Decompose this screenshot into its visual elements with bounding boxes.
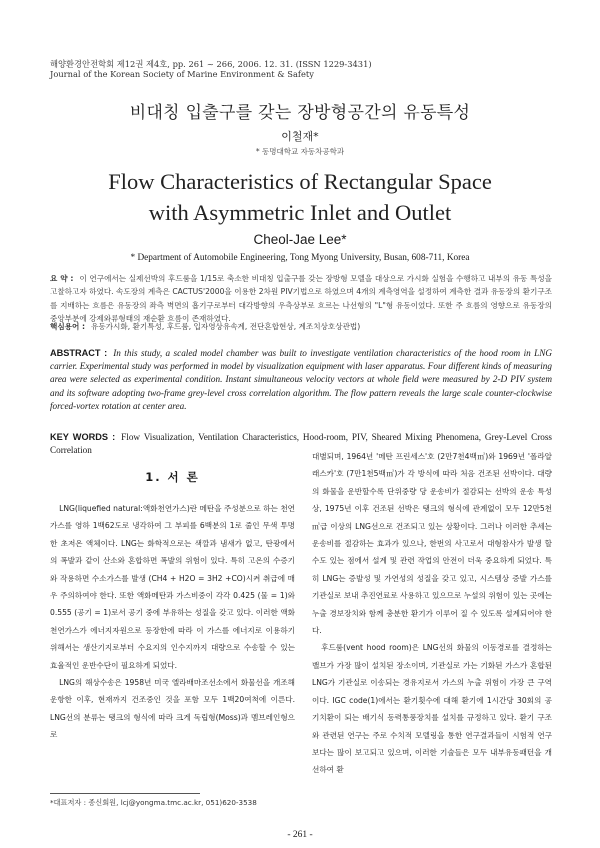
abstract-english: [50, 347, 552, 413]
abstract-english-label: ABSTRACT :: [50, 348, 108, 358]
keywords-english-label: KEY WORDS :: [50, 432, 116, 442]
keywords-korean: [50, 320, 552, 333]
abstract-korean: [50, 272, 552, 325]
page-number: - 261 -: [287, 830, 313, 840]
journal-header-line-1: 해양환경안전학회 제12권 제4호, pp. 261 ~ 266, 2006. 12. 31. (ISSN 1229-3431): [50, 59, 372, 69]
section-title-introduction: 1. 서 론: [145, 470, 200, 484]
affiliation-korean: * 동명대학교 자동차공학과: [255, 147, 345, 156]
paragraph: 후드룸(vent hood room)은 LNG선의 화물의 이동경로를 결정하는 밸브가 가장 많이 설치된 장소이며, 기관실로 가는 기화된 가스가 혼합된 LNG가 기관실로 이송되는 경유지로서 가스의 누출 위험이 가장 큰 구역이다. IGC code(1)에서는 환기횟수에 대해 환기에 1시간당 30회의 공기치환이 되는 배기식 동력통풍장치를 설치를 규정하고 있다. 환기 구조와 관련된 연구는 주로 수치적 모델링을 통한 연구결과들이 시험적 연구보다는 많이 보고되고 있으며, 이러한 기술들은 모두 내부유동패턴을 개선하여 환: [312, 643, 552, 775]
footnote: *대표저자 : 종신회원, lcj@yongma.tmc.ac.kr, 051)620-3538: [50, 798, 257, 807]
abstract-english-text: In this study, a scaled model chamber was built to investigate ventilation characteristics of the hood room in LNG carrier. Experimental study was performed in model by visualization equipment with laser apparatus. Four different kinds of measuring area were selected as experimental condition. Instant simultaneous velocity vectors at whole field were measured by 2-D PIV system and its software adopting two-frame grey-level cross correlation algorithm. The flow pattern reveals the large scale counter-clockwise forced-vortex rotation at center area.: [50, 348, 552, 411]
abstract-korean-label: 요 약 :: [50, 274, 74, 283]
title-korean: 비대칭 입출구를 갖는 장방형공간의 유동특성: [129, 103, 471, 123]
abstract-korean-text: 이 연구에서는 실제선박의 후드룸을 1/15로 축소한 비대칭 입출구를 갖는 장방형 모델을 대상으로 가시화 실험을 수행하고 내부의 유동 특성을 고찰하고자 하였다. 속도장의 계측은 CACTUS'2000을 이용한 2차원 PIV기법으로 하였으며 4개의 계측영역을 설정하여 계측한 결과 유동장의 환기구조를 지배하는 흐름은 유동장의 좌측 벽면의 흡기구로부터 대각방향의 우측상부로 흐르는 나선형의 "L"형 유동이었다. 또한 주 흐름의 영향으로 유동장의 중앙부분에 강제와류형태의 재순환 흐름이 존재하였다.: [50, 274, 553, 323]
author-english: Cheol-Jae Lee*: [253, 232, 347, 247]
keywords-english-text: Flow Visualization, Ventilation Characteristics, Hood-room, PIV, Sheared Mixing Phenomena, Grey-Level Cross Correlation: [50, 432, 553, 456]
body-right-column: [312, 448, 552, 779]
body-left-column: [50, 500, 295, 744]
paragraph: LNG의 해상수송은 1958년 미국 엘라배마조선소에서 화물선을 개조해 운항한 이후, 현재까지 건조중인 것을 포함 모두 1백20여척에 이른다. LNG선의 분류는 탱크의 형식에 따라 크게 독립형(Moss)과 멤브레인형으로: [50, 678, 295, 740]
title-english-line-1: Flow Characteristics of Rectangular Space: [108, 169, 492, 194]
author-korean: 이철재*: [281, 130, 319, 143]
title-english: [0, 166, 600, 228]
title-english-line-2: with Asymmetric Inlet and Outlet: [148, 200, 452, 225]
paragraph: LNG(liquefied natural:액화천연가스)란 메탄을 주성분으로 하는 천연가스를 영하 1백62도로 냉각하여 그 부피를 6백분의 1로 줄인 무색 투명한 초저온 액체이다. LNG는 화학적으로는 색깔과 냄새가 없고, 탄광에서의 폭발과 같이 산소와 혼합하면 폭발의 위험이 있다. 특히 고온의 수증기와 작용하면 수소가스를 발생 (CH4 + H2O = 3H2 +CO)시켜 취급에 매우 주의하여야 한다. 또한 액화메탄과 가스비중이 각각 0.425 (물 = 1)와 0.555 (공기 = 1)로서 공기 중에 부유하는 성질을 갖고 있다. 이러한 액화천연가스가 에너지자원으로 등장한에 따라 이 가스를 에너지로 이용하기 위해서는 생산기지로부터 수요지의 인수지까지 대량으로 수송할 수 있는 효율적인 운반수단이 필요하게 되었다.: [50, 504, 295, 670]
footnote-divider: [50, 793, 200, 794]
keywords-korean-text: 유동가시화, 환기특성, 후드룸, 입자영상유속계, 전단혼합현상, 계조치상호상관법): [91, 322, 361, 331]
paragraph: 대별되며, 1964년 '메탄 프린세스'호 (2만7천4백㎥)와 1969년 '폴라알래스카'호 (7만1천5백㎥)가 각 방식에 따라 처음 건조된 선박이다. 대량의 화물을 운반할수록 단위중량 당 운송비가 절감되는 선박의 운송 특성 상, 1975년 이후 건조된 선박은 탱크의 형식에 관계없이 모두 12만5천㎥급 이상의 LNG선으로 건조되고 있는 상황이다. 그러나 이러한 추세는 운송비를 절감하는 효과가 있으나, 한번의 사고로서 대형참사가 발생 할 수도 있는 점에서 설계 및 관련 작업의 안전이 더욱 중요하게 되었다. 특히 LNG는 증발성 및 가연성의 성질을 갖고 있고, 시스템상 증발 가스를 기관실로 보내 추진연료로 사용하고 있으므로 누설의 위험이 있는 곳에는 누출 경보장치와 함께 충분한 환기가 이루어 질 수 있도록 설계되어야 한다.: [312, 452, 552, 636]
keywords-korean-label: 핵심용어 :: [50, 322, 86, 331]
journal-header-line-2: Journal of the Korean Society of Marine Environment & Safety: [50, 69, 314, 79]
affiliation-english: * Department of Automobile Engineering, Tong Myong University, Busan, 608-711, Korea: [130, 253, 470, 263]
